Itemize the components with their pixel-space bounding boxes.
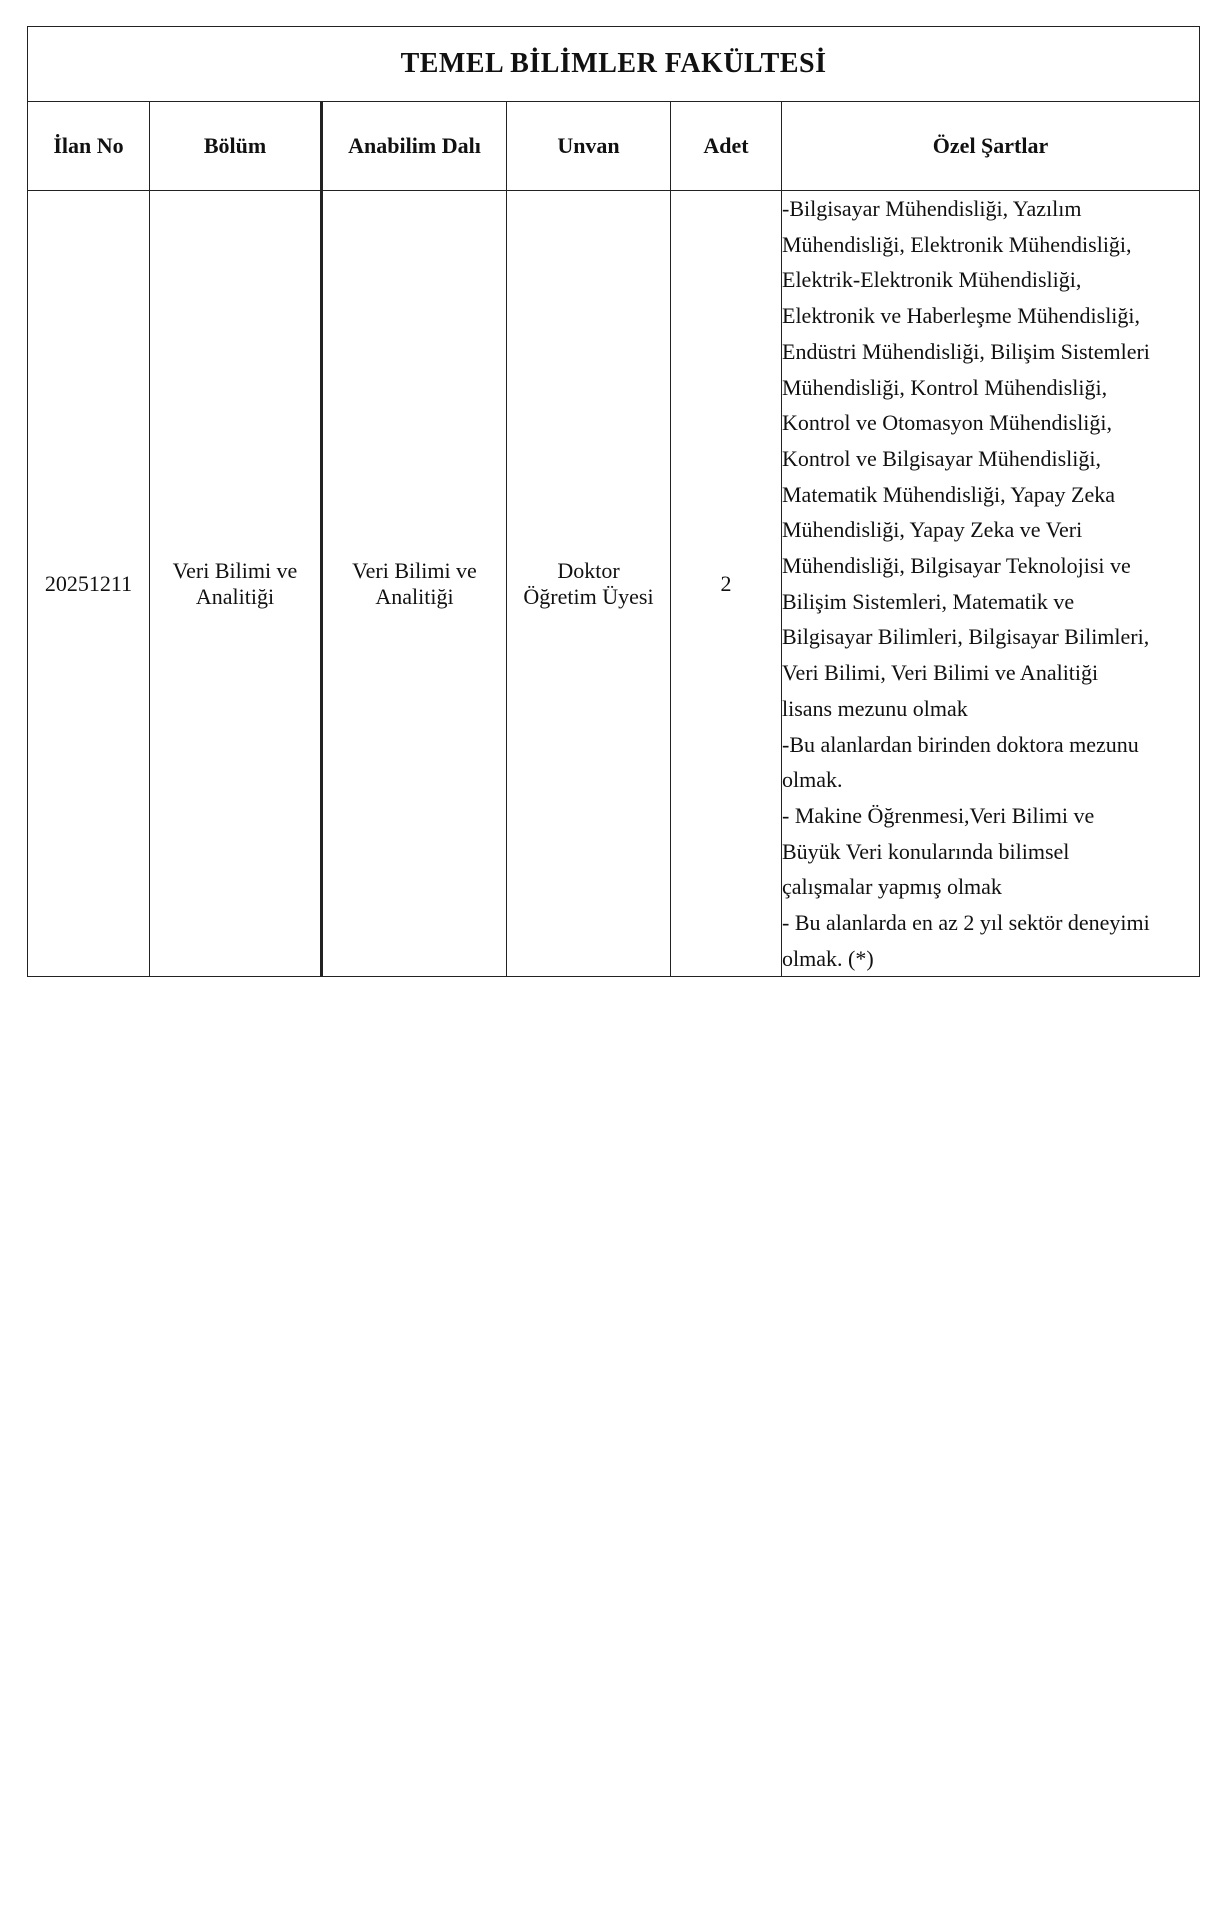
cell-bolum xyxy=(150,191,322,977)
condition-line: Mühendisliği, Kontrol Mühendisliği, xyxy=(782,374,1108,400)
condition-line: -Bilgisayar Mühendisliği, Yazılım xyxy=(782,196,1082,221)
condition-line: Kontrol ve Otomasyon Mühendisliği, xyxy=(782,410,1112,436)
unvan-line: Öğretim Üyesi xyxy=(523,583,654,609)
header-bolum: Bölüm xyxy=(150,102,322,191)
anabilim-dali-line: Analitiği xyxy=(375,583,454,609)
faculty-position-table xyxy=(27,26,1200,977)
header-ilan-no: İlan No xyxy=(28,102,150,191)
bolum-line: Veri Bilimi ve xyxy=(172,557,298,583)
cell-ilan-no: 20251211 xyxy=(28,191,150,977)
unvan-line: Doktor xyxy=(557,557,620,583)
faculty-title: TEMEL BİLİMLER FAKÜLTESİ xyxy=(28,27,1200,102)
condition-line: olmak. xyxy=(782,767,843,793)
condition-line: Mühendisliği, Yapay Zeka ve Veri xyxy=(782,517,1083,543)
cell-anabilim-dali xyxy=(322,191,507,977)
condition-line: Büyük Veri konularında bilimsel xyxy=(782,838,1070,864)
title-row xyxy=(28,27,1200,102)
cell-ozel-sartlar xyxy=(782,191,1200,977)
condition-line: Endüstri Mühendisliği, Bilişim Sistemleri xyxy=(782,338,1150,364)
anabilim-dali-line: Veri Bilimi ve xyxy=(352,557,477,583)
condition-line: - Makine Öğrenmesi,Veri Bilimi ve xyxy=(782,802,1095,828)
table-row xyxy=(28,191,1200,977)
condition-line: lisans mezunu olmak xyxy=(782,695,968,721)
condition-line: Bilişim Sistemleri, Matematik ve xyxy=(782,588,1075,614)
condition-line: çalışmalar yapmış olmak xyxy=(782,874,1002,900)
cell-adet: 2 xyxy=(671,191,782,977)
condition-line: Elektronik ve Haberleşme Mühendisliği, xyxy=(782,303,1141,329)
condition-line: Veri Bilimi, Veri Bilimi ve Analitiği xyxy=(782,660,1099,686)
header-unvan: Unvan xyxy=(507,102,671,191)
condition-line: - Bu alanlarda en az 2 yıl sektör deneyimi xyxy=(782,910,1150,936)
condition-line: olmak. (*) xyxy=(782,945,874,971)
condition-line: Bilgisayar Bilimleri, Bilgisayar Bilimleri, xyxy=(782,624,1150,650)
condition-line: Mühendisliği, Bilgisayar Teknolojisi ve xyxy=(782,553,1131,579)
header-adet: Adet xyxy=(671,102,782,191)
condition-line: Mühendisliği, Elektronik Mühendisliği, xyxy=(782,231,1132,257)
condition-line: Kontrol ve Bilgisayar Mühendisliği, xyxy=(782,445,1101,471)
condition-line: Matematik Mühendisliği, Yapay Zeka xyxy=(782,481,1116,507)
condition-line: -Bu alanlardan birinden doktora mezunu xyxy=(782,731,1139,757)
header-ozel-sartlar: Özel Şartlar xyxy=(782,102,1200,191)
bolum-line: Analitiği xyxy=(195,583,275,609)
cell-unvan xyxy=(507,191,671,977)
header-row xyxy=(28,102,1200,191)
header-anabilim-dali: Anabilim Dalı xyxy=(322,102,507,191)
condition-line: Elektrik-Elektronik Mühendisliği, xyxy=(782,267,1082,293)
